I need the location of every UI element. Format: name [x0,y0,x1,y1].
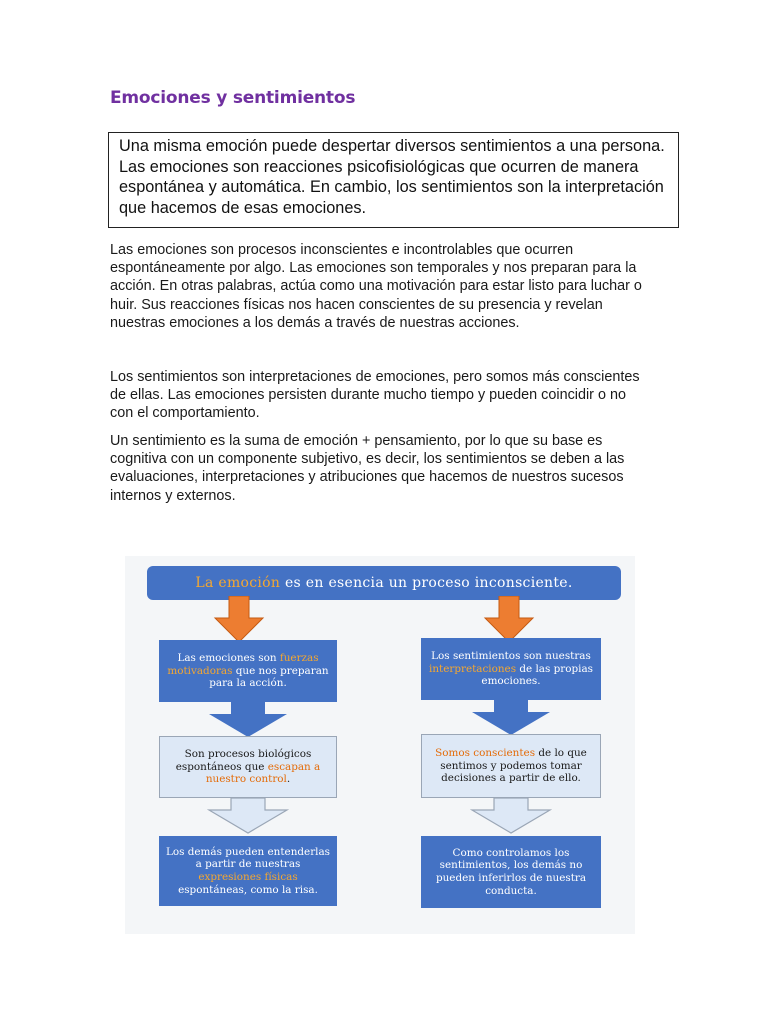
right-box-control: Como controlamos los sentimientos, los demás no pueden inferirlos de nuestra conducta. [421,836,601,908]
right-box-conscious: Somos conscientes de lo que sentimos y podemos tomar decisiones a partir de ello. [421,734,601,798]
blue-arrow-right [470,700,552,736]
light-arrow-left [207,798,289,834]
orange-arrow-right [483,596,535,644]
light-arrow-right [470,798,552,834]
right-box-interpretations: Los sentimientos son nuestras interpretaciones de las propias emociones. [421,638,601,700]
summary-callout: Una misma emoción puede despertar diversos sentimientos a una persona. Las emociones son reacciones psicofisiológicas que ocurren de manera espontánea y automática. En cambio, los sentimientos son la interpretación que hacemos de esas emociones. [108,132,679,228]
left-box-motivating-forces: Las emociones son fuerzas motivadoras que nos preparan para la acción. [159,640,337,702]
emotion-feeling-diagram [125,556,635,934]
diagram-banner [147,566,621,600]
left-box-biological-processes: Son procesos biológicos espontáneos que escapan a nuestro control. [159,736,337,798]
paragraph-feelings: Los sentimientos son interpretaciones de emociones, pero somos más conscientes de ellas. Las emociones persisten durante mucho tiempo y pueden coincidir o no con el comportamiento. [110,369,640,422]
blue-arrow-left [207,702,289,738]
orange-arrow-left [213,596,265,644]
paragraph-emotions: Las emociones son procesos inconscientes e incontrolables que ocurren espontáneamente por algo. Las emociones son temporales y nos preparan para la acción. En otras palabras, actúa como una motivación para estar listo para luchar o huir. Sus reacciones físicas nos hacen conscientes de su presencia y revelan nuestras emociones a los demás a través de nuestras acciones. [110,242,642,331]
left-box-physical-expressions: Los demás pueden entenderlas a partir de nuestras expresiones físicas espontáneas, como la risa. [159,836,337,906]
page-title: Emociones y sentimientos [110,88,356,108]
paragraph-feeling-definition: Un sentimiento es la suma de emoción + pensamiento, por lo que su base es cognitiva con un componente subjetivo, es decir, los sentimientos se deben a las evaluaciones, interpretaciones y atribuciones que hacemos de nuestros sucesos internos y externos. [110,433,625,504]
banner-highlight: La emoción [195,575,281,591]
banner-text: es en esencia un proceso inconsciente. [280,575,573,591]
